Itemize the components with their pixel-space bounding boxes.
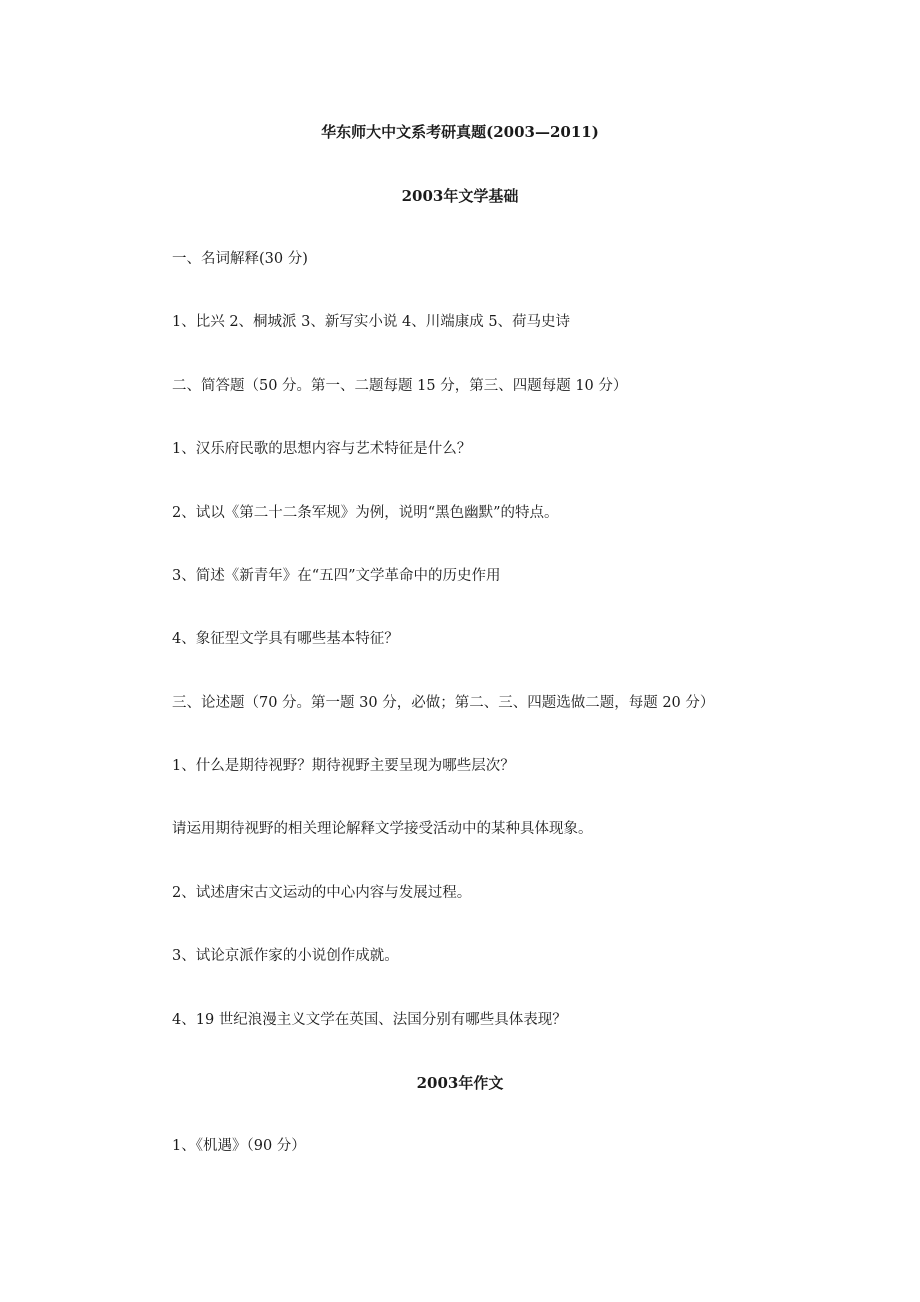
part3-question-4: 4、19 世纪浪漫主义文学在英国、法国分别有哪些具体表现？ xyxy=(172,1012,567,1028)
part3-question-1-continued: 请运用期待视野的相关理论解释文学接受活动中的某种具体现象。 xyxy=(172,821,593,837)
part2-question-2: 2、试以《第二十二条军规》为例，说明“黑色幽默”的特点。 xyxy=(172,505,559,521)
part3-question-1: 1、什么是期待视野？期待视野主要呈现为哪些层次？ xyxy=(172,758,515,774)
part2-heading: 二、简答题（50 分。第一、二题每题 15 分，第三、四题每题 10 分） xyxy=(172,378,628,394)
part1-heading: 一、名词解释(30 分) xyxy=(172,251,308,267)
document-title: 华东师大中文系考研真题(2003—2011) xyxy=(321,123,599,141)
section-heading-essay: 2003年作文 xyxy=(416,1074,504,1092)
part3-question-2: 2、试述唐宋古文运动的中心内容与发展过程。 xyxy=(172,885,472,901)
part2-question-4: 4、象征型文学具有哪些基本特征？ xyxy=(172,631,399,647)
part2-question-1: 1、汉乐府民歌的思想内容与艺术特征是什么？ xyxy=(172,441,472,457)
section-heading-literature-basics: 2003年文学基础 xyxy=(401,187,519,205)
part3-question-3: 3、试论京派作家的小说创作成就。 xyxy=(172,948,399,964)
part2-question-3: 3、简述《新青年》在“五四”文学革命中的历史作用 xyxy=(172,568,501,584)
part1-terms: 1、比兴 2、桐城派 3、新写实小说 4、川端康成 5、荷马史诗 xyxy=(172,314,571,330)
essay-question: 1、《机遇》（90 分） xyxy=(172,1138,306,1154)
part3-heading: 三、论述题（70 分。第一题 30 分，必做；第二、三、四题选做二题，每题 20 分） xyxy=(172,695,715,711)
